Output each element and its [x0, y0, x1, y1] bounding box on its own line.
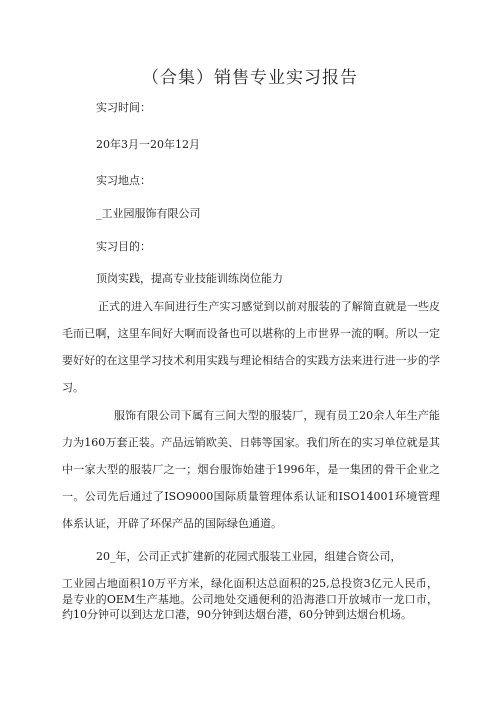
paragraph-industrial-park: 工业园占地面积10万平方米，绿化面积达总面积的25,总投资3亿元人民币，是专业的OEM生产基地。公司地处交通便利的沿海港口开放城市一龙口市，约10分钟可以到达龙口港，90分钟到达烟台港，60分钟到达烟台机场。: [62, 577, 438, 621]
field-label-purpose: 实习目的：: [96, 240, 151, 253]
field-value-location: _工业园服饰有限公司: [96, 207, 201, 220]
paragraph-company: 服饰有限公司下属有三间大型的服装厂，现有员工20余人年生产能力为160万套正装。产品远销欧美、日韩等国家。我们所在的实习单位就是其中一家大型的服装厂之一；烟台服饰始建于1996年，是一集团的骨干企业之一。公司先后通过了ISO9000国际质量管理体系认证和ISO14001环境管理体系认证，开辟了环保产品的国际绿色通道。: [62, 409, 440, 530]
document-title: （合集）销售专业实习报告: [142, 68, 358, 88]
field-value-purpose: 顶岗实践，提高专业技能训练岗位能力: [96, 272, 283, 285]
paragraph-expansion: 20_年，公司正式扩建新的花园式服装工业园，组建合资公司，: [96, 550, 402, 563]
field-value-time: 20年3月一20年12月: [96, 138, 200, 151]
paragraph-workshop: 正式的进入车间进行生产实习感觉到以前对服装的了解简直就是一些皮毛而已啊，这里车间好大啊而设备也可以堪称的上市世界一流的啊。所以一定要好好的在这里学习技术利用实践与理论相结合的实践方法来进行进一步的学习。: [62, 300, 440, 394]
field-label-time: 实习时间：: [96, 101, 151, 114]
field-label-location: 实习地点：: [96, 174, 151, 187]
